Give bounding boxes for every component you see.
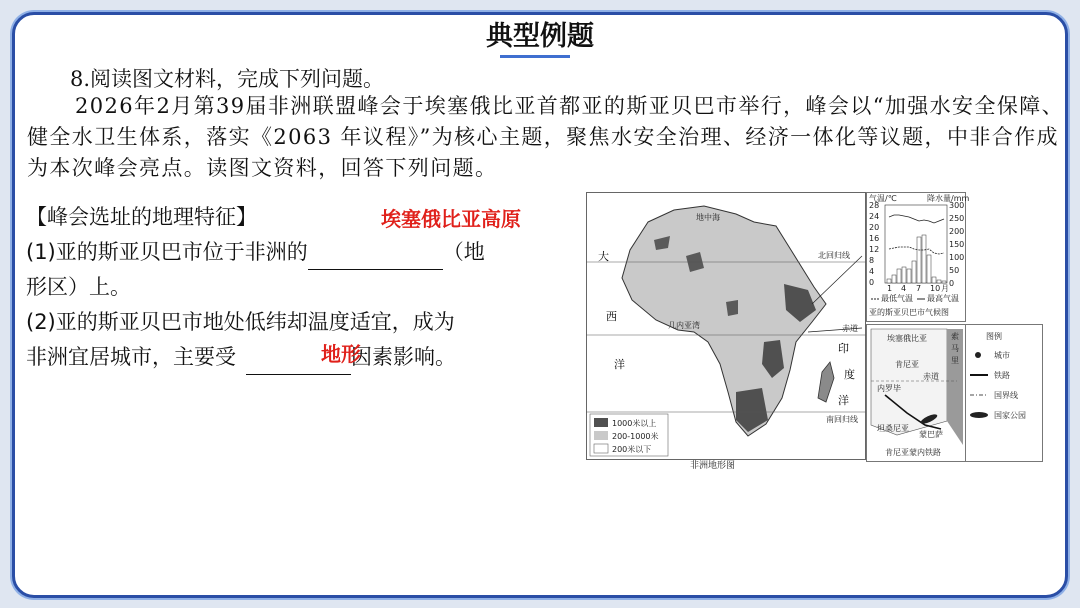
right-tick: 250 xyxy=(949,214,965,223)
precip-bar xyxy=(922,235,926,283)
right-tick: 0 xyxy=(949,279,955,288)
right-tick: 300 xyxy=(949,201,965,210)
question-1-line-2: 形区）上。 xyxy=(26,275,131,299)
question-1-line-1 xyxy=(26,235,586,270)
atlantic-label-1: 大 xyxy=(598,250,609,263)
left-tick: 4 xyxy=(869,267,875,276)
rail-legend-city: 城市 xyxy=(994,351,1010,360)
somalia-label-3: 里 xyxy=(951,356,959,365)
equator-label: 赤道 xyxy=(842,324,858,333)
kenya-rail-map xyxy=(866,324,966,462)
rail-legend-border: 国界线 xyxy=(994,391,1018,400)
precip-bar xyxy=(887,279,891,283)
climate-legend-max: 最高气温 xyxy=(927,294,959,303)
climate-chart xyxy=(866,192,970,322)
mediterranean-label: 地中海 xyxy=(696,213,720,222)
mombasa-label: 蒙巴萨 xyxy=(919,430,943,439)
q1-text-post: （地 xyxy=(442,240,485,264)
rail-legend-park: 国家公园 xyxy=(994,411,1026,420)
somalia-label-2: 马 xyxy=(951,344,959,353)
right-tick: 50 xyxy=(949,266,960,275)
month-10: 10 xyxy=(930,284,941,293)
left-tick: 16 xyxy=(869,234,880,243)
month-4: 4 xyxy=(901,284,907,293)
precip-bar xyxy=(897,269,901,283)
answer-1-text: 埃塞俄比亚高原 xyxy=(381,207,521,231)
left-tick: 8 xyxy=(869,256,875,265)
tropic-south-label: 南回归线 xyxy=(826,415,858,424)
atlantic-label-3: 洋 xyxy=(614,358,625,371)
precip-bar xyxy=(917,237,921,283)
month-1: 1 xyxy=(887,284,893,293)
answer-2-text: 地形 xyxy=(321,342,361,366)
legend-high: 1000米以上 xyxy=(612,419,657,428)
rail-caption: 肯尼亚蒙内铁路 xyxy=(885,448,941,457)
tanzania-label: 坦桑尼亚 xyxy=(877,424,909,433)
precip-bar xyxy=(912,261,916,283)
precip-bar xyxy=(937,280,941,283)
answer-blank-1[interactable] xyxy=(308,245,443,270)
ethiopia-label: 埃塞俄比亚 xyxy=(887,334,927,343)
climate-right-axis-title: 降水量/mm xyxy=(927,194,970,203)
month-unit: 月 xyxy=(941,284,949,293)
left-tick: 20 xyxy=(869,223,880,232)
rail-legend xyxy=(966,324,1043,462)
kenya-label: 肯尼亚 xyxy=(895,360,919,369)
title-underline xyxy=(500,55,570,58)
left-tick: 28 xyxy=(869,201,880,210)
page-title: 典型例题 xyxy=(486,21,594,52)
rail-equator-label: 赤道 xyxy=(923,372,939,381)
question-title: 8.阅读图文材料，完成下列问题。 xyxy=(70,67,385,91)
tropic-north-label: 北回归线 xyxy=(818,251,850,260)
right-tick: 150 xyxy=(949,240,965,249)
right-tick: 200 xyxy=(949,227,965,236)
precip-bar xyxy=(892,275,896,283)
legend-low: 200米以下 xyxy=(612,445,652,454)
precip-bar xyxy=(902,267,906,283)
rail-legend-rail: 铁路 xyxy=(994,371,1010,380)
right-tick: 100 xyxy=(949,253,965,262)
nairobi-label: 内罗毕 xyxy=(877,384,901,393)
left-tick: 24 xyxy=(869,212,880,221)
section-heading: 【峰会选址的地理特征】 xyxy=(26,205,257,229)
indian-label-3: 洋 xyxy=(838,394,849,407)
climate-caption: 亚的斯亚贝巴市气候图 xyxy=(869,308,949,317)
question-passage: 2026年2月第39届非洲联盟峰会于埃塞俄比亚首都亚的斯亚贝巴市举行，峰会以“加强水安全保障、健全水卫生体系，落实《2063 年议程》”为核心主题，聚焦水安全治理、经济一体化等议题，中非合作成为本次峰会亮点。读图文资料，回答下列问题。 xyxy=(27,94,1065,180)
somalia-label-1: 索 xyxy=(951,332,959,341)
question-2-line-2 xyxy=(26,340,586,375)
month-7: 7 xyxy=(916,284,922,293)
legend-mid: 200-1000米 xyxy=(612,432,659,441)
precip-bar xyxy=(907,269,911,283)
indian-label-1: 印 xyxy=(838,342,849,355)
left-tick: 0 xyxy=(869,278,875,287)
q1-text-pre: (1)亚的斯亚贝巴市位于非洲的 xyxy=(26,240,308,264)
africa-terrain-map xyxy=(586,192,866,460)
atlantic-label-2: 西 xyxy=(606,310,617,323)
left-tick: 12 xyxy=(869,245,880,254)
precip-bar xyxy=(942,281,946,283)
guinea-gulf-label: 几内亚湾 xyxy=(668,321,700,330)
indian-label-2: 度 xyxy=(844,368,855,381)
question-2-line-1: (2)亚的斯亚贝巴市地处低纬却温度适宜，成为 xyxy=(26,310,455,334)
q2-text-post: 因素影响。 xyxy=(351,345,456,369)
climate-left-axis-title: 气温/℃ xyxy=(869,194,897,203)
q2-text-pre: 非洲宜居城市，主要受 xyxy=(26,345,236,369)
map-caption: 非洲地形图 xyxy=(690,461,736,471)
rail-legend-title: 图例 xyxy=(986,332,1002,341)
climate-legend-min: 最低气温 xyxy=(881,294,913,303)
precip-bar xyxy=(927,255,931,283)
precip-bar xyxy=(932,277,936,283)
